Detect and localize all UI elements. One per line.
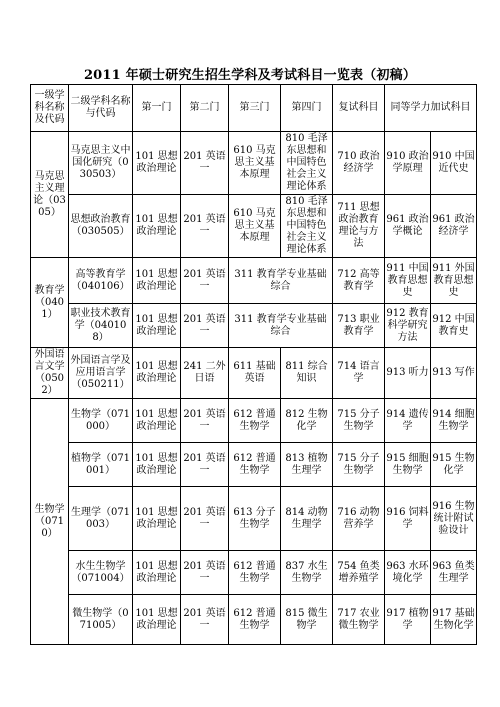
extra-exam-2-cell: 914 细胞生物学 (431, 399, 477, 443)
header-cell: 第二门 (181, 85, 229, 132)
extra-exam-2-cell: 961 政治经济学 (431, 195, 477, 258)
exam-1-cell: 101 思想政治理论 (133, 258, 181, 304)
subdiscipline-cell: 外国语言学及应用语言学（050211） (69, 348, 133, 399)
exam-1-cell: 101 思想政治理论 (133, 348, 181, 399)
subdiscipline-cell: 高等教育学（040106） (69, 258, 133, 304)
subdiscipline-cell: 微生物学（071005） (69, 595, 133, 645)
header-cell: 同等学力加试科目 (385, 85, 477, 132)
extra-exam-1-cell: 915 细胞生物学 (385, 443, 431, 487)
exam-1-cell: 101 思想政治理论 (133, 304, 181, 348)
retest-cell: 754 鱼类增养殖学 (333, 551, 385, 595)
exam-1-cell: 101 思想政治理论 (133, 551, 181, 595)
table-row (31, 258, 477, 304)
exam-3-cell: 610 马克思主义基本原理 (229, 132, 281, 195)
retest-cell: 713 职业教育学 (333, 304, 385, 348)
table-row (31, 132, 477, 195)
page-title: 2011 年硕士研究生招生学科及考试科目一览表（初稿） (83, 68, 417, 83)
exam-1-cell: 101 思想政治理论 (133, 399, 181, 443)
extra-exam-2-cell: 916 生物统计附试验设计 (431, 487, 477, 551)
extra-exam-2-cell: 912 中国教育史 (431, 304, 477, 348)
extra-exam-1-cell: 963 水环境化学 (385, 551, 431, 595)
extra-exam-2-cell: 963 鱼类生理学 (431, 551, 477, 595)
extra-exam-1-cell: 961 政治学概论 (385, 195, 431, 258)
extra-exam-1-cell: 913 听力 (385, 348, 431, 399)
exam-4-cell: 810 毛泽东思想和中国特色社会主义理论体系 (281, 195, 333, 258)
exam-2-cell: 201 英语一 (181, 258, 229, 304)
exam-4-cell: 837 水生生物学 (281, 551, 333, 595)
exam-2-cell: 201 英语一 (181, 443, 229, 487)
exam-3-cell: 612 普通生物学 (229, 551, 281, 595)
exam-2-cell: 201 英语一 (181, 399, 229, 443)
exam-3-cell: 613 分子生物学 (229, 487, 281, 551)
exam-2-cell: 201 英语一 (181, 551, 229, 595)
header-cell: 第四门 (281, 85, 333, 132)
exam-4-cell: 814 动物生理学 (281, 487, 333, 551)
retest-cell: 716 动物营养学 (333, 487, 385, 551)
subdiscipline-cell: 职业技术教育学（040108） (69, 304, 133, 348)
discipline-cell: 马克思主义理论（0305） (31, 132, 69, 258)
extra-exam-2-cell: 915 生物化学 (431, 443, 477, 487)
exam-1-cell: 101 思想政治理论 (133, 132, 181, 195)
extra-exam-1-cell: 916 饲料学 (385, 487, 431, 551)
exam-2-cell: 201 英语一 (181, 487, 229, 551)
subdiscipline-cell: 生理学（071003） (69, 487, 133, 551)
subdiscipline-cell: 植物学（071001） (69, 443, 133, 487)
table-row (31, 443, 477, 487)
table-row (31, 304, 477, 348)
extra-exam-1-cell: 917 植物学 (385, 595, 431, 645)
retest-cell: 714 语言学 (333, 348, 385, 399)
exam-4-cell: 811 综合知识 (281, 348, 333, 399)
header-cell: 第一门 (133, 85, 181, 132)
retest-cell: 717 农业微生物学 (333, 595, 385, 645)
exam-1-cell: 101 思想政治理论 (133, 443, 181, 487)
table-row (31, 348, 477, 399)
retest-cell: 711 思想政治教育理论与方法 (333, 195, 385, 258)
extra-exam-1-cell: 912 教育科学研究方法 (385, 304, 431, 348)
subject-exam-table (30, 84, 477, 645)
table-row (31, 551, 477, 595)
retest-cell: 715 分子生物学 (333, 443, 385, 487)
table-row (31, 595, 477, 645)
retest-cell: 712 高等教育学 (333, 258, 385, 304)
extra-exam-2-cell: 913 写作 (431, 348, 477, 399)
header-cell: 第三门 (229, 85, 281, 132)
discipline-cell: 生物学（0710） (31, 399, 69, 645)
exam-3-4-cell: 311 教育学专业基础综合 (229, 304, 333, 348)
subdiscipline-cell: 马克思主义中国化研究（030503） (69, 132, 133, 195)
retest-cell: 715 分子生物学 (333, 399, 385, 443)
subdiscipline-cell: 生物学（071000） (69, 399, 133, 443)
header-cell: 二级学科名称与代码 (69, 85, 133, 132)
header-cell: 一级学科名称及代码 (31, 85, 69, 132)
discipline-cell: 外国语言文学（0502） (31, 348, 69, 399)
exam-2-cell: 201 英语一 (181, 595, 229, 645)
exam-4-cell: 810 毛泽东思想和中国特色社会主义理论体系 (281, 132, 333, 195)
subdiscipline-cell: 水生生物学（071004） (69, 551, 133, 595)
exam-1-cell: 101 思想政治理论 (133, 195, 181, 258)
exam-1-cell: 101 思想政治理论 (133, 487, 181, 551)
exam-3-cell: 612 普通生物学 (229, 399, 281, 443)
exam-4-cell: 812 生物化学 (281, 399, 333, 443)
exam-2-cell: 201 英语一 (181, 132, 229, 195)
exam-3-4-cell: 311 教育学专业基础综合 (229, 258, 333, 304)
header-cell: 复试科目 (333, 85, 385, 132)
exam-2-cell: 241 二外日语 (181, 348, 229, 399)
extra-exam-2-cell: 910 中国近代史 (431, 132, 477, 195)
exam-4-cell: 813 植物生理学 (281, 443, 333, 487)
exam-4-cell: 815 微生物学 (281, 595, 333, 645)
header-row (31, 85, 477, 132)
exam-3-cell: 610 马克思主义基本原理 (229, 195, 281, 258)
exam-2-cell: 201 英语一 (181, 304, 229, 348)
table-row (31, 195, 477, 258)
table-row (31, 487, 477, 551)
exam-3-cell: 611 基础英语 (229, 348, 281, 399)
exam-1-cell: 101 思想政治理论 (133, 595, 181, 645)
retest-cell: 710 政治经济学 (333, 132, 385, 195)
exam-3-cell: 612 普通生物学 (229, 595, 281, 645)
exam-3-cell: 612 普通生物学 (229, 443, 281, 487)
exam-2-cell: 201 英语一 (181, 195, 229, 258)
subdiscipline-cell: 思想政治教育（030505） (69, 195, 133, 258)
extra-exam-1-cell: 910 政治学原理 (385, 132, 431, 195)
discipline-cell: 教育学（0401） (31, 258, 69, 348)
table-row (31, 399, 477, 443)
extra-exam-2-cell: 911 外国教育思想史 (431, 258, 477, 304)
extra-exam-1-cell: 914 遗传学 (385, 399, 431, 443)
extra-exam-1-cell: 911 中国教育思想史 (385, 258, 431, 304)
extra-exam-2-cell: 917 基础生物化学 (431, 595, 477, 645)
